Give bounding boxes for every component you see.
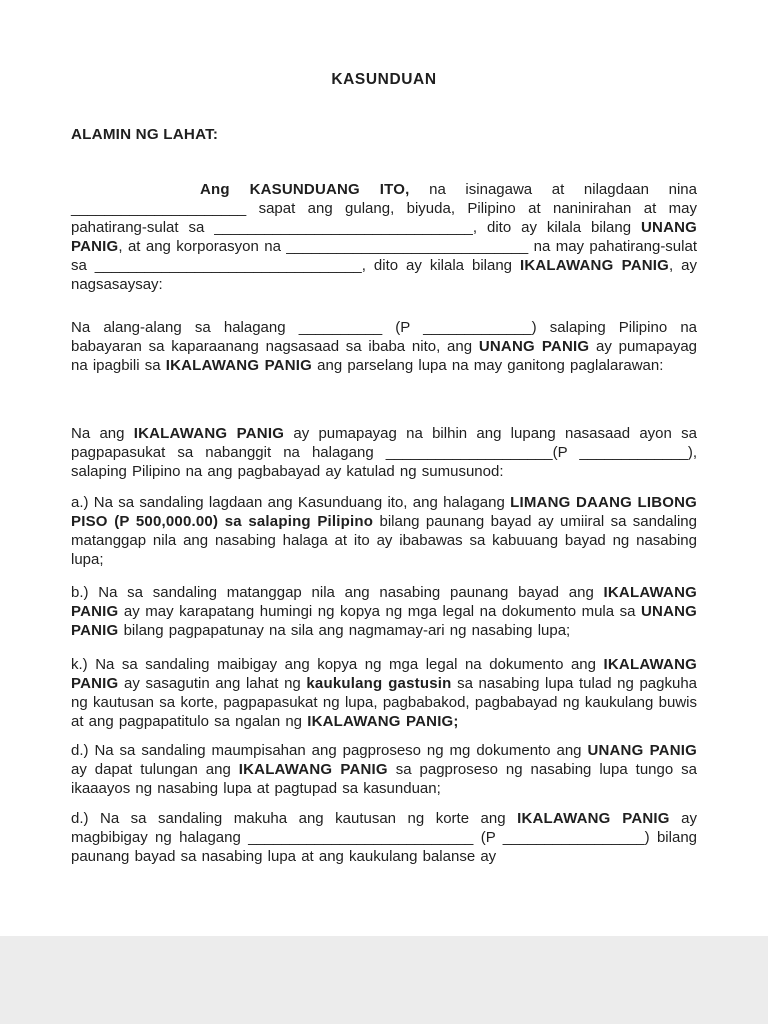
text-run: ay may karapatang humingi ng kopya ng mga legal na dokumento mula sa [118,603,641,620]
text-run-bold: UNANG PANIG [478,338,590,355]
text-run: d.) Na sa sandaling maumpisahan ang pagproseso ng mg dokumento ang [71,742,588,759]
text-run: , at ang korporasyon na _____________________________ na may pahatirang-sulat sa ________________________________, dito ay kilala bilang [71,238,697,274]
text-run: sa pagproseso ng nasabing lupa tungo sa ikaaayos ng nasabing lupa at pagtupad sa kasunduan; [71,761,697,797]
text-run-bold: IKALAWANG PANIG [165,357,312,374]
text-run-bold: IKALAWANG PANIG [519,257,670,274]
text-run-bold: LIMANG DAANG LIBONG PISO (P 500,000.00) sa salaping Pilipino [71,494,698,530]
page-break-gap [0,936,768,1024]
text-run: na isinagawa at nilagdaan nina _____________________ sapat ang gulang, biyuda, Pilipino at naninirahan at may pahatirang-sulat sa _______________________________, dito ay kilala bilang [71,181,697,236]
paragraph-consideration-clause [71,318,697,375]
text-run-bold: IKALAWANG PANIG; [307,713,459,730]
text-run: ay pumapayag na ipagbili sa [71,338,698,374]
text-run: ay dapat tulungan ang [71,761,239,778]
text-run: k.) Na sa sandaling maibigay ang kopya ng mga legal na dokumento ang [71,656,604,673]
paragraph-item-a [71,493,697,569]
text-run: a.) Na sa sandaling lagdaan ang Kasunduang ito, ang halagang [71,494,511,511]
text-run-bold: kaukulang gastusin [306,675,452,692]
text-run-bold: IKALAWANG PANIG [71,584,697,620]
text-run-bold: UNANG PANIG [587,742,697,759]
text-run: , ay nagsasaysay: [71,257,697,293]
paragraph-item-d2 [71,809,697,866]
text-run: Na ang [71,425,134,442]
text-run-bold: IKALAWANG PANIG [133,425,285,442]
paragraph-opening-clause [71,180,697,294]
text-run: ay magbibigay ng halagang ___________________________ (P _________________) bilang paunang bayad sa nasabing lupa at ang kaukulang balanse ay [71,810,697,865]
text-run: ay pumapayag na bilhin ang lupang nasasaad ayon sa pagpapasukat sa nabanggit na halagang ____________________(P _____________), salaping Pilipino na ang pagbabayad ay katulad ng sumusunod: [71,425,697,480]
document-paragraphs [71,180,697,866]
paragraph-agreement-to-buy-clause [71,424,697,481]
paragraph-item-k [71,655,697,731]
paragraph-item-b [71,583,697,640]
text-run-bold: IKALAWANG PANIG [238,761,388,778]
text-run: d.) Na sa sandaling makuha ang kautusan ng korte ang [71,810,518,827]
text-run-bold: IKALAWANG PANIG [71,656,697,692]
text-run-bold: Ang KASUNDUANG ITO, [200,181,410,198]
text-run: ang parselang lupa na may ganitong paglalarawan: [311,357,664,374]
text-run: sa nasabing lupa tulad ng pagkuha ng kautusan sa korte, pagpapasukat ng lupa, pagbabakod, pagbabayad ng kaukulang buwis at ang pagpapatitulo sa ngalan ng [71,675,698,730]
text-run: Na alang-alang sa halagang __________ (P _____________) salaping Pilipino na babayaran sa kaparaanang nagsasaad sa ibaba nito, ang [71,319,697,355]
text-run: b.) Na sa sandaling matanggap nila ang nasabing paunang bayad ang [71,584,604,601]
paragraph-item-d1 [71,741,697,798]
text-run: ay sasagutin ang lahat ng [118,675,307,692]
text-run: bilang paunang bayad ay umiiral sa sandaling matanggap nila ang nasabing halaga at ito ay ibabawas sa kabuuang bayad ng nasabing lupa; [71,513,697,568]
document-title: KASUNDUAN [331,71,437,88]
text-run: bilang pagpapatunay na sila ang nagmamay-ari ng nasabing lupa; [118,622,571,639]
text-run-bold: UNANG PANIG [71,603,697,639]
text-run-bold: IKALAWANG PANIG [517,810,670,827]
text-run-bold: UNANG PANIG [71,219,697,255]
salutation: ALAMIN NG LAHAT: [71,126,219,143]
